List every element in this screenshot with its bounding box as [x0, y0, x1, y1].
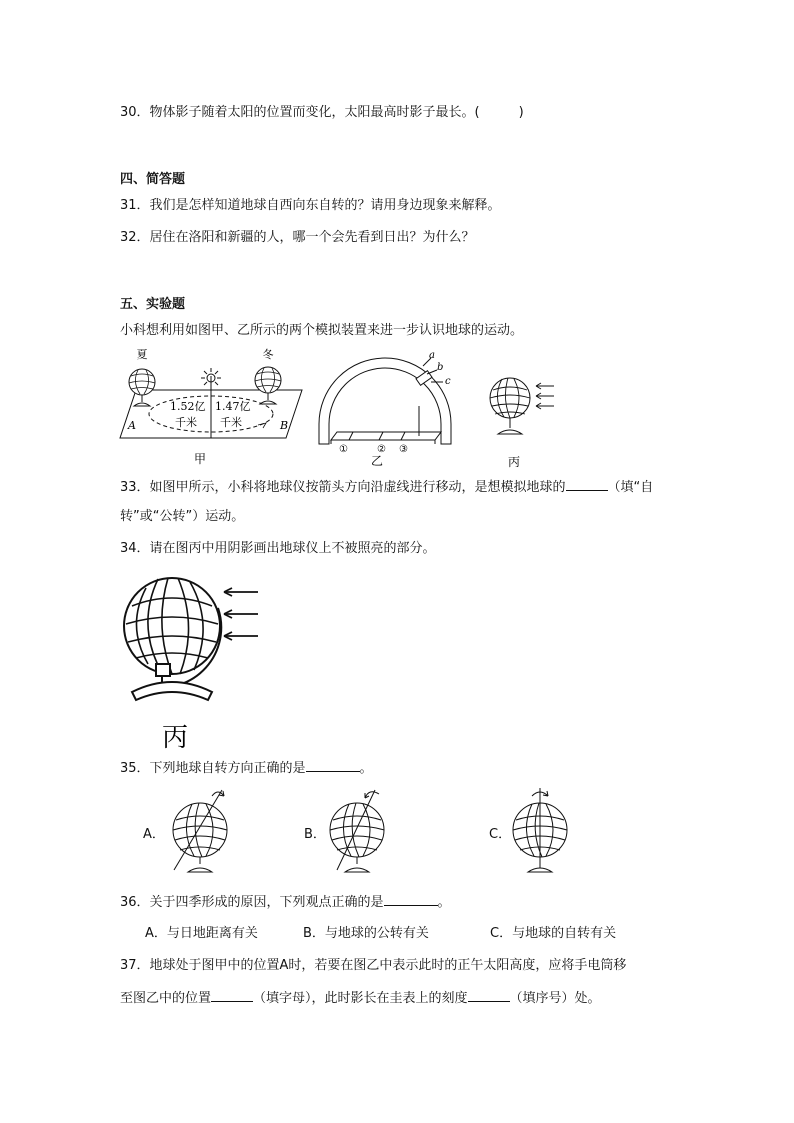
answer-blank-37-scale[interactable] [468, 989, 510, 1002]
label-distance-1: 1.52亿 [170, 400, 206, 413]
globe-icon [490, 378, 530, 434]
label-b: b [437, 362, 444, 373]
answer-blank-35[interactable] [306, 759, 360, 772]
label-distance-2: 1.47亿 [215, 400, 251, 413]
label-distance-1-unit: 千米 [175, 416, 197, 429]
figure-bing-large[interactable] [118, 568, 268, 750]
answer-blank-36[interactable] [384, 893, 438, 906]
question-35-text: 35．下列地球自转方向正确的是 [120, 761, 306, 776]
label-c: c [445, 376, 451, 387]
intro-text: 小科想利用如图甲、乙所示的两个模拟装置来进一步认识地球的运动。 [120, 323, 524, 338]
question-37-line1: 37．地球处于图甲中的位置A时，若要在图乙中表示此时的正午太阳高度，应将手电筒移 [120, 958, 627, 973]
label-a: a [429, 350, 435, 361]
label-summer: 夏 [136, 348, 148, 361]
figure-yi [313, 346, 473, 468]
question-31: 31．我们是怎样知道地球自西向东自转的？请用身边现象来解释。 [120, 198, 501, 213]
answer-blank-33[interactable] [566, 478, 608, 491]
figure-yi-caption: 乙 [371, 454, 384, 468]
globe-icon [124, 578, 221, 700]
label-mark-1: ① [339, 444, 348, 455]
question-33-text-end: （填“自 [607, 480, 654, 495]
label-point-a: A [128, 419, 136, 432]
sunlight-arrows-icon [224, 588, 258, 640]
figure-bing-small [484, 370, 564, 468]
question-35: 35．下列地球自转方向正确的是 。 [120, 761, 373, 776]
label-point-b: B [280, 419, 289, 432]
globe-option-b-icon [323, 784, 399, 880]
globe-option-c-icon [508, 784, 578, 880]
question-37-line2: 至图乙中的位置 （填字母），此时影长在圭表上的刻度 （填序号）处。 [120, 991, 601, 1006]
label-distance-2-unit: 千米 [220, 416, 242, 429]
globe-option-a-icon [166, 784, 242, 880]
q35-option-c-label: C． [489, 827, 512, 842]
label-winter: 冬 [262, 348, 274, 361]
figure-jia-caption: 甲 [194, 452, 207, 466]
question-30-text: 30．物体影子随着太阳的位置而变化，太阳最高时影子最长。( ) [120, 105, 524, 120]
figure-bing-large-caption: 丙 [162, 723, 189, 750]
q35-option-a[interactable] [143, 826, 165, 844]
question-30 [120, 104, 524, 122]
question-36-text: 36．关于四季形成的原因，下列观点正确的是 [120, 895, 384, 910]
label-mark-2: ② [377, 444, 386, 455]
question-33-line1 [120, 478, 653, 497]
figure-jia [118, 346, 303, 468]
answer-blank-37-position[interactable] [211, 989, 253, 1002]
section-title-5: 五、实验题 [120, 297, 186, 312]
section-title-4: 四、简答题 [120, 172, 186, 187]
question-33-line2: 转”或“公转”）运动。 [120, 509, 245, 524]
sunlight-arrows-icon [536, 383, 554, 409]
q35-option-b-label: B． [304, 827, 326, 842]
globe-winter-icon [255, 367, 281, 404]
figure-bing-caption: 丙 [508, 455, 521, 468]
question-36: 36．关于四季形成的原因，下列观点正确的是 。 [120, 895, 451, 910]
question-33-text: 33．如图甲所示，小科将地球仪按箭头方向沿虚线进行移动，是想模拟地球的 [120, 480, 566, 495]
question-34: 34．请在图丙中用阴影画出地球仪上不被照亮的部分。 [120, 541, 436, 556]
q35-option-a-label: A． [143, 827, 165, 842]
q36-option-b[interactable]: B．与地球的公转有关 [303, 926, 429, 941]
label-mark-3: ③ [399, 444, 408, 455]
q36-option-c[interactable]: C．与地球的自转有关 [490, 926, 617, 941]
q36-option-a[interactable]: A．与日地距离有关 [145, 926, 258, 941]
question-32: 32．居住在洛阳和新疆的人，哪一个会先看到日出？为什么？ [120, 230, 475, 245]
